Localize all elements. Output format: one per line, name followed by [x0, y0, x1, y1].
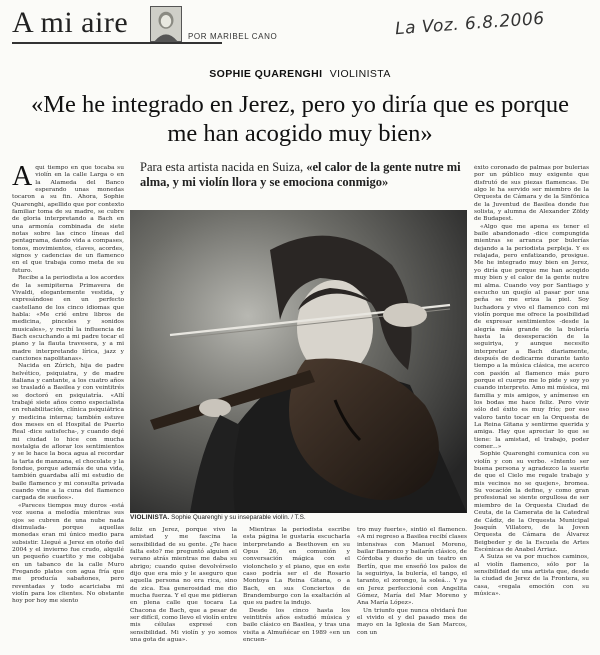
column-4 [357, 527, 467, 651]
column-paragraph: «Pareces tiempos muy duros -está voz suena a melodía mientras sus ojos se cubren de una nube nada disimulada- porque aquellas monedas eran mi único medio para subsistir. Llegué a Jerez en otoño del 2004 y el invierno fue crudo, alquilé un pequeño cuartito y me cobijaba en un tabanco de la calle Muro Fregando platos con agua fría que me producía sabañones, pero reventadas y todo acariciaba mi violín para los clientes. No obstante hoy por hoy me siento [12, 502, 124, 605]
caption-text: Sophie Quarenghi y su inseparable violín. / T.S. [169, 514, 306, 521]
lead-bold: «el calor de la gente nutre mi alma, y mi violín llora y se emociona conmigo» [140, 160, 461, 189]
column-paragraph: éxito coronado de palmas por bulerías por un público muy exigente que disfrutó de sus piezas flamencas. De algo le ha servido ser miembro de la Orquesta de Cámara y de la Sinfónica de la Juventud de Basilea donde fue solista, y alumna de Alexander Zöldy de Budapest. [474, 165, 589, 223]
interviewee-name: SOPHIE QUARENGHI [209, 68, 323, 80]
column-1 [12, 165, 124, 650]
lead-plain: Para esta artista nacida en Suiza, [140, 160, 307, 174]
column-paragraph: feliz en Jerez, porque vivo la amistad y me fascina la sensibilidad de su gente. ¿Te hace falta esto? me preguntó alguien el verano atrás mientras me daba su abrigo; cuando quise devolvérselo dijo que era mío y le aseguro que aquella persona no era rica, sino de zica. Esa generosidad me dio mucha fuerza. Y el que me pidieran en plena calle que tocara La Chacona de Bach, que a pesar de ser difícil, como llevo el violín entre mis células expresé con sensibilidad. Mi violín y yo somos una gota de agua». [130, 527, 237, 644]
column-paragraph: Desde los cinco hasta los veintitrés años estudió música y baile clásico en Basilea, y tras una visita a Almuñécar en 1989 «en un encuen- [243, 607, 350, 644]
column-paragraph: Un triunfo que nunca olvidará fue el vivido el y del pasado mes de mayo en la Iglesia de San Marcos, con un [357, 607, 467, 636]
interviewee-role: VIOLINISTA [329, 68, 391, 80]
column-paragraph: Sophie Quarenghi comunica con su violín y con su verbo. «Intento ser buena persona y agradezco la suerte de que el Cielo me regale trabajo y mis vecinos no se quejen», bromea. Su vocación la define, y como gran profesional se siente orgullosa de ser miembro de la Orquesta Ciudad de Ceuta, de la Camerata de la Catedral de Cádiz, de la Orquesta Municipal Joaquín Villatoro, de la Joven Orquesta de Cámara de Álvarez Beigbeder y de la Escuela de Artes Escénicas de Anabel Arriaz. [474, 451, 589, 553]
interviewee-line [0, 68, 600, 80]
author-portrait-icon [150, 6, 182, 42]
headline: «Me he integrado en Jerez, pero yo diría que es porque me han acogido muy bien» [30, 91, 570, 147]
column-paragraph: tro muy fuerte», sintió el flamenco. «A mi regreso a Basilea recibí clases intensivas con Manuel Moreno, bailar flamenco y bailarín clásico, de Córdoba y dueño de un teatro en Berlín, que me enseñó los palos de la seguiriya, la bulería, el tango, el taranto, el zorongo, la soleá... Y ya en Jerez perfeccioné con Angelita Gómez, María del Mar Moreno y Ana María López». [357, 527, 467, 607]
photo-caption [130, 514, 467, 521]
paragraph-text: quí tiempo en que tocaba su violín en la calle Larga o en la Alameda del Banco esperando unas monedas tocaron a su fin. Ahora, Sophie Quarenghi, apellido que por contexto familiar toma de su madre, se cubre de gloria interpretando a Bach en una armonía combinada de siete notas sobre las cinco líneas del pentagrama, dando vida a compases, tonos, movimientos, claves, acordes, signos y cadencias de un flamenco en el que trabaja como meta de su futuro. [12, 165, 124, 274]
column-paragraph: Nacida en Zúrich, hija de padre helvético, psiquiatra, y de madre italiana y cantante, a los cuatro años se trasladó a Basilea y con veintitrés se doctoró en psiquiatría. «Allí trabajé siete años como especialista en rehabilitación, clínica psiquiátrica y medicina interna; también estuve dos meses en el Hospital de Puerto Real -dice satisfecha-, y cuando dejé mi ciudad lo hice con mucha nostalgia de aflorar los sentimientos y se le hace la boca agua al recordar la tarta de manzana, el chocolate y la fondue, porque además de una vida, también guardaba allí mi estudio de baile flamenco y mi consulta privada cuando vine a la cuna del flamenco cargada de sueños». [12, 363, 124, 502]
caption-label: VIOLINISTA. [130, 514, 170, 521]
section-rule [12, 42, 222, 44]
lead-paragraph [140, 160, 480, 190]
column-paragraph: Recibe a la periodista a los acordes de la semipiterna Primavera de Vivaldi, elegantemente vestida, y expresándose en un perfecto castellano de los cinco idiomas que habla: «Me crié entre libros de medicina, pinceles y sonidos musicales», y recibí la influencia de Bach escuchando a mi padre tocar el piano y la flauta travesera, y a mi madre interpretando lírica, jazz y canciones napolitanas». [12, 275, 124, 362]
drop-cap: A [12, 165, 33, 192]
column-paragraph [12, 165, 124, 275]
date-stamp: La Voz. 6.8.2006 [394, 8, 546, 40]
column-paragraph: A Suiza se va por muchos caminos, al violín flamenco, sólo por la sensibilidad de una artista que, desde la ciudad de Jerez de la Frontera, su casa, «regala emoción con su música». [474, 554, 589, 597]
section-title: A mi aire [12, 6, 129, 39]
column-paragraph: Mientras la periodista escribe esta página le gustaría escucharla interpretando a Beethoven en su Opus 26, en comunión y conversación mágica con el violonchelo y el piano, que en este caso podría ser el de Rosario Montoya La Reina Gitana, o a Bach, en sus Conciertos de Brandemburgo con la exaltación al que su padre la indujo. [243, 527, 350, 607]
column-2 [130, 527, 237, 651]
column-3 [243, 527, 350, 651]
violinist-photo [130, 210, 467, 513]
column-paragraph: «Algo que me apena es tener el baile abandonado -dice compungida mientras se arranca por bulerías dejando a la periodista perpleja. Y es relajada, pero enfatizando, prosigue. Me he integrado muy bien en Jerez, yo diría que porque me han acogido muy bien y el calor de la gente nutre mi alma. Cuando voy por Santiago y escucho un quejío al pasar por una peña se me eriza la piel. Soy luchadora y vivo el flamenco con mi violín porque me ofrece la posibilidad de expresar sentimientos -desde la alegría más grande de la bulería hasta la desesperación de la seguiriya, y aunque necesito interpretar a Bach diariamente, después de dedicarme durante tanto tiempo a la música clásica, me acerco con pasión al flamenco más puro porque el cuerpo me lo pide y soy yo cuando interpreto. Amo mi música, mi familia y mis amigos, y anímense en los bodas me hace feliz. Pero vivir sólo del éxito es muy frío; por eso valoro tanto tocar en la Orquesta de La Reina Gitana y sentirme querida y amiga. Hay que apreciar lo que se tiene: la amistad, el trabajo, poder comer...» [474, 223, 589, 451]
byline: POR MARIBEL CANO [188, 32, 278, 41]
column-5 [474, 165, 589, 650]
